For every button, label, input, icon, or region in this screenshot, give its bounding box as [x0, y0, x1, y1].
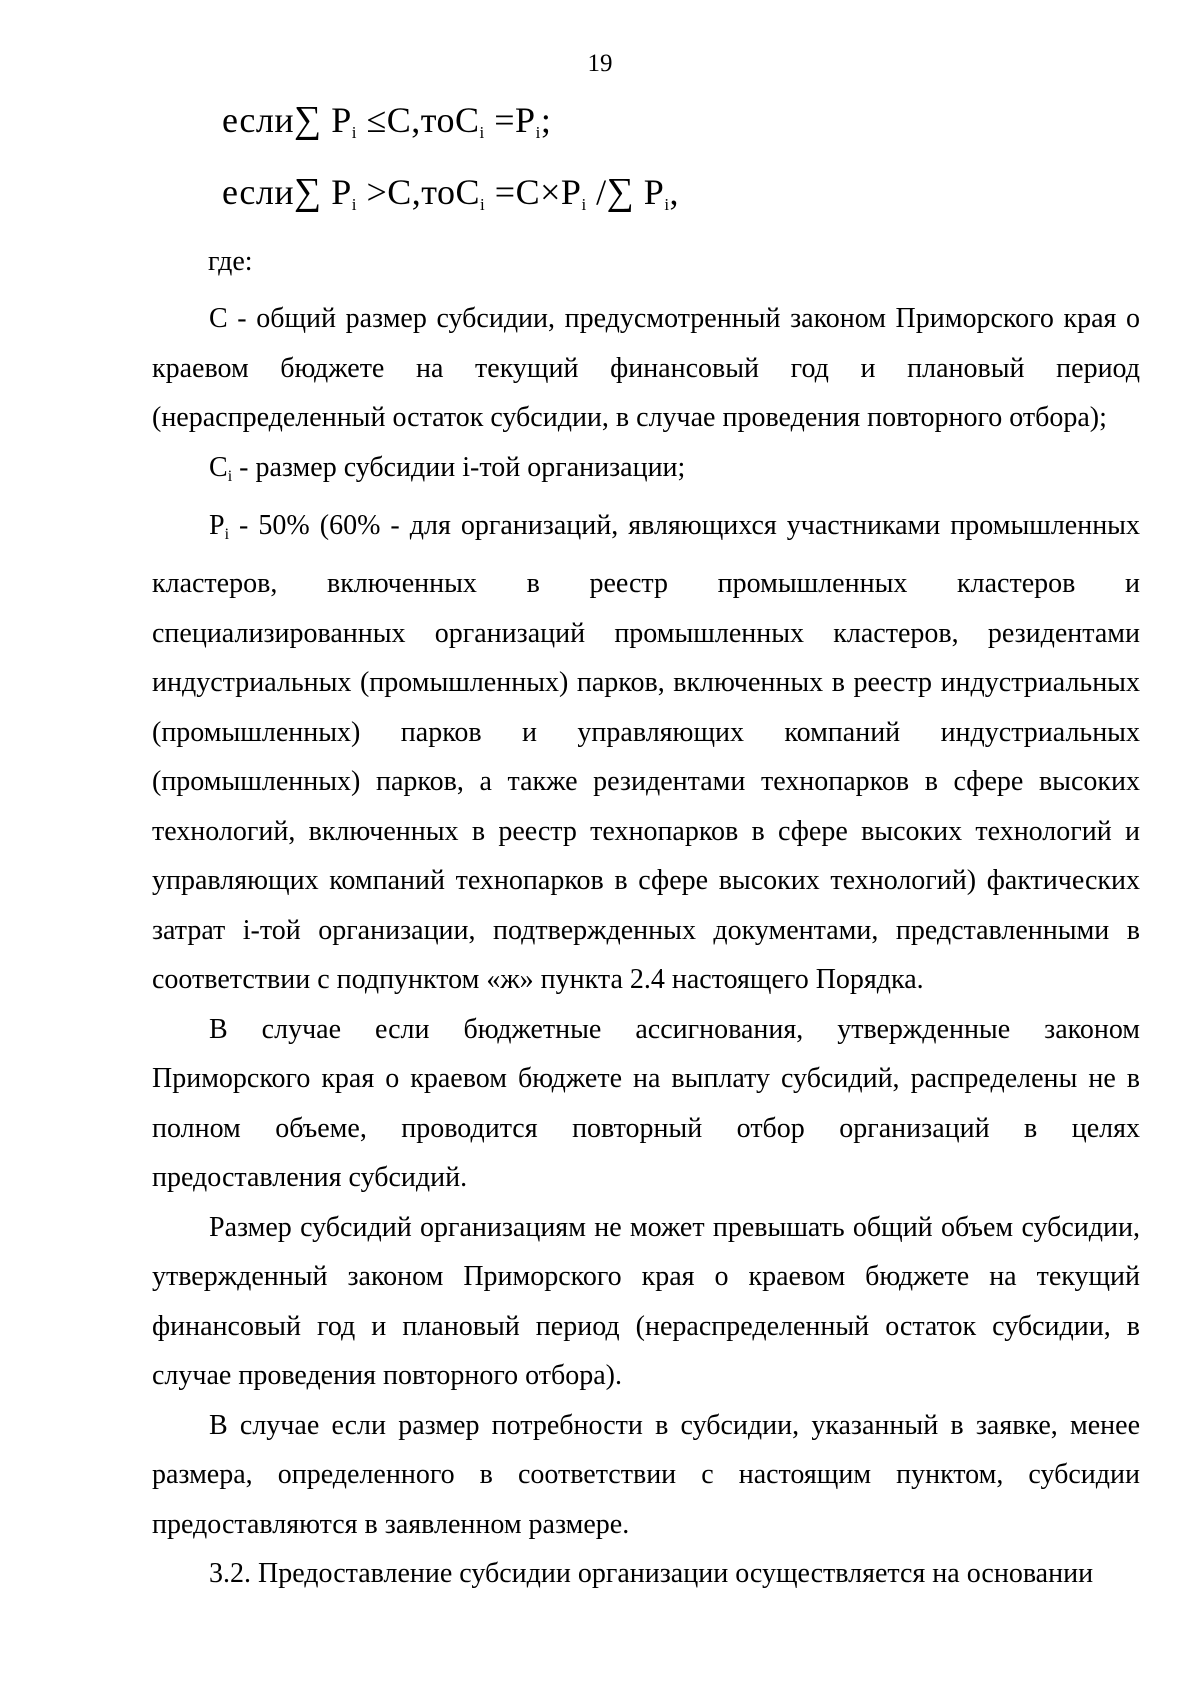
formula-condition: ≤C,то — [356, 100, 455, 140]
body-text — [152, 294, 1140, 1599]
ci-definition-text: - размер субсидии i-той организации; — [232, 451, 686, 483]
formula-end: ; — [540, 100, 552, 140]
pi-definition-text: - 50% (60% - для организаций, являющихся участниками промышленных кластеров, включенных в реестр промышленных кластеров и специализированных организаций промышленных кластеров, резидентами индустриальных (промышленных) парков, включенных в реестр индустриальных (промышленных) парков и управляющих компаний индустриальных (промышленных) парков, а также резидентами технопарков в сфере высоких технологий, включенных в реестр технопарков в сфере высоких технологий и управляющих компаний технопарков в сфере высоких технологий) фактических затрат i-той организации, подтвержденных документами, представленными в соответствии с подпунктом «ж» пункта 2.4 настоящего Порядка. — [152, 509, 1140, 996]
formula-var-p: P — [643, 172, 665, 212]
formula-end: , — [669, 172, 680, 212]
formula-index: i — [351, 122, 357, 142]
formula-line-2 — [222, 170, 679, 215]
paragraph-subsidy-limit: Размер субсидий организациям не может превышать общий объем субсидии, утвержденный законом Приморского края о краевом бюджете на текущий финансовый год и плановый период (нераспределенный остаток субсидии, в случае проведения повторного отбора). — [152, 1211, 1140, 1392]
paragraph-pi-definition — [152, 501, 1140, 1005]
where-label: где: — [208, 246, 253, 277]
paragraph-repeat-selection: В случае если бюджетные ассигнования, утвержденные законом Приморского края о краевом бюджете на выплату субсидий, распределены не в полном объеме, проводится повторный отбор организаций в целях предоставления субсидий. — [152, 1013, 1140, 1194]
symbol-index: i — [224, 525, 230, 543]
page-number: 19 — [587, 50, 613, 77]
sum-symbol: ∑ — [294, 171, 322, 213]
formula-index: i — [479, 122, 485, 142]
sum-symbol: ∑ — [294, 99, 322, 141]
formula-var-p: P — [560, 172, 582, 212]
formula-index: i — [535, 122, 541, 142]
paragraph-c-definition: С - общий размер субсидии, предусмотренный законом Приморского края о краевом бюджете на текущий финансовый год и плановый период (нераспределенный остаток субсидии, в случае проведения повторного отбора); — [152, 303, 1140, 433]
paragraph-requested-amount: В случае если размер потребности в субсидии, указанный в заявке, менее размера, определенного в соответствии с настоящим пунктом, субсидии предоставляются в заявленном размере. — [152, 1409, 1140, 1540]
sum-symbol: ∑ — [606, 171, 635, 213]
symbol-c: С — [209, 451, 228, 483]
symbol-index: i — [227, 467, 233, 485]
paragraph-section-3-2: 3.2. Предоставление субсидии организации осуществляется на основании — [209, 1558, 1094, 1590]
formula-var-c: C — [454, 100, 480, 140]
formula-var-p: P — [331, 172, 352, 212]
formula-var-p: P — [515, 100, 536, 140]
formula-var-c: C — [455, 172, 481, 212]
formula-equals: =C× — [485, 172, 561, 212]
formula-condition: >C,то — [356, 172, 456, 212]
formula-divide: / — [586, 172, 607, 212]
formula-index: i — [351, 194, 357, 214]
formula-index: i — [480, 194, 486, 214]
formula-line-1 — [222, 98, 551, 143]
paragraph-ci-definition — [152, 443, 1140, 501]
formula-index: i — [581, 194, 587, 214]
formula-equals: = — [484, 100, 516, 140]
formula-var-p: P — [331, 100, 352, 140]
formula-if-word: если — [222, 100, 295, 140]
symbol-p: P — [209, 509, 225, 541]
formula-index: i — [664, 194, 670, 214]
formula-if-word: если — [222, 172, 295, 212]
